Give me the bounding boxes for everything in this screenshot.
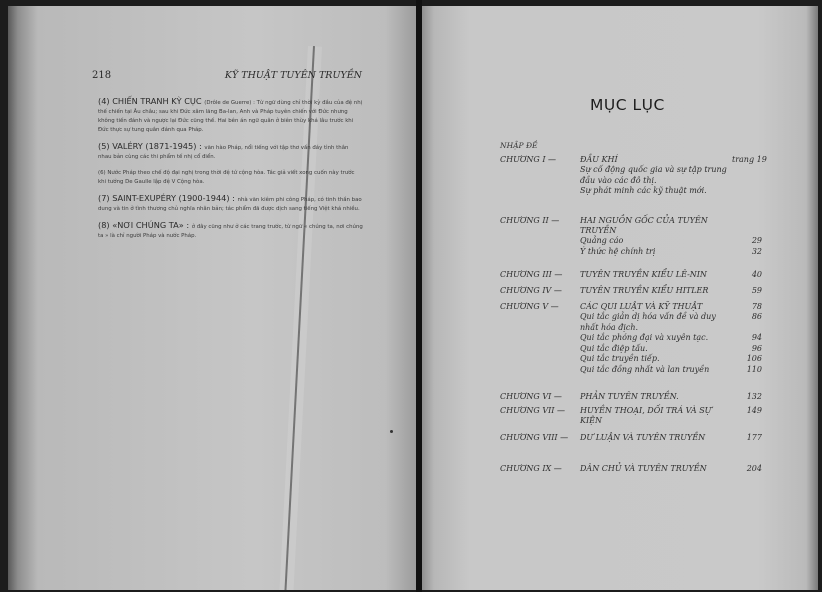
toc-chapter bbox=[500, 433, 762, 443]
toc-subsection bbox=[580, 344, 762, 355]
toc-title: MỤC LỤC bbox=[590, 96, 665, 114]
chapter-label: CHƯƠNG IX — bbox=[500, 464, 562, 473]
subsection-title: Qui tắc đồng nhất và lan truyền bbox=[580, 364, 710, 374]
chapter-title: ĐẦU KHÍ bbox=[580, 155, 618, 164]
footnote bbox=[98, 142, 363, 162]
page-number: 218 bbox=[92, 70, 112, 81]
toc-chapter bbox=[500, 302, 762, 375]
chapter-title: TUYÊN TRUYỀN KIỂU LÊ-NIN bbox=[580, 270, 707, 279]
chapter-title: CÁC QUI LUẬT VÀ KỸ THUẬT bbox=[580, 302, 703, 311]
footnote-lead: (8) «NƠI CHÚNG TA» : bbox=[98, 220, 192, 230]
chapter-page: 177 bbox=[746, 433, 762, 442]
chapter-label: CHƯƠNG III — bbox=[500, 270, 563, 279]
footnote bbox=[98, 169, 363, 187]
footnote-text: nhà văn kiêm phi công Pháp, có tinh thần bao dung và tin ở tình thương chủ nghĩa nhân bản; tác phẩm đã được dịch sang tiếng Việt khá nhiều. bbox=[98, 197, 362, 212]
toc-subsection bbox=[580, 354, 762, 365]
toc-subsection bbox=[580, 186, 762, 197]
footnote-lead: (5) VALÉRY (1871-1945) : bbox=[98, 141, 205, 151]
toc-intro: NHẬP ĐỀ bbox=[500, 141, 538, 150]
footnote-text: (6) Nước Pháp theo chế độ đại nghị trong thời đệ tứ cộng hòa. Tác giả viết xong cuốn này trước khi tướng De Gaulle lập đệ V Cộng hòa. bbox=[98, 170, 355, 185]
subsection-title: Ý thức hệ chính trị bbox=[580, 246, 656, 256]
chapter-title: PHẢN TUYÊN TRUYỀN. bbox=[580, 392, 679, 401]
footnote bbox=[98, 97, 363, 135]
chapter-page: 149 bbox=[746, 406, 762, 415]
chapter-page: 59 bbox=[751, 286, 762, 295]
subsection-title: Sự cố động quốc gia và sự tập trung đầu vào các đô thị. bbox=[580, 165, 727, 185]
toc-subsection bbox=[580, 236, 762, 247]
chapter-page bbox=[732, 216, 762, 236]
subsection-page: 86 bbox=[751, 312, 762, 321]
toc-subsection bbox=[580, 247, 762, 258]
chapter-page: 78 bbox=[751, 302, 762, 311]
chapter-title: TUYÊN TRUYỀN KIỂU HITLER bbox=[580, 286, 709, 295]
toc-chapter bbox=[500, 286, 762, 296]
book-gutter bbox=[416, 0, 422, 592]
subsection-page: 106 bbox=[746, 354, 762, 363]
toc-chapter bbox=[500, 464, 762, 474]
toc-chapter bbox=[500, 406, 762, 426]
chapter-page: trang 19 bbox=[732, 155, 767, 164]
footnote-text: văn hào Pháp, nổi tiếng với tập thơ vấn đáy tình thân nhau bản cùng các thi phẩm tế nhị cổ điển. bbox=[98, 145, 349, 160]
footnote bbox=[98, 221, 363, 241]
subsection-title: Sự phát minh các kỹ thuật mới. bbox=[580, 186, 707, 195]
footnote-text: (Drôle de Guerre) : Từ ngữ dùng chỉ thời kỳ đầu của đệ nhị thế chiến tại Âu châu; sau khi Đức xâm lăng Ba-lan, Anh và Pháp tuyên chiến với Đức nhưng không tiến đánh và ngược lại Đức cũng thế. Hai bên án ngữ quân ở biên thùy khá lâu trước khi Đức thực sự tung quân đánh qua Pháp. bbox=[98, 100, 363, 133]
chapter-title: DÂN CHỦ VÀ TUYÊN TRUYỀN bbox=[580, 464, 707, 473]
chapter-page: 132 bbox=[746, 392, 762, 401]
toc-chapter bbox=[500, 216, 762, 257]
toc-subsection bbox=[580, 333, 762, 344]
footnote-text: ở đây cũng như ở các trang trước, từ ngữ « chúng ta, nơi chúng ta » là chỉ người Pháp và nước Pháp. bbox=[98, 224, 363, 239]
toc-subsection bbox=[580, 312, 762, 333]
footnote-lead: (4) CHIẾN TRANH KỲ CỤC bbox=[98, 96, 205, 106]
chapter-page: 204 bbox=[746, 464, 762, 473]
subsection-title: Qui tắc điệp tấu. bbox=[580, 343, 648, 353]
ink-spot bbox=[390, 430, 393, 433]
subsection-page: 29 bbox=[751, 236, 762, 245]
subsection-page: 96 bbox=[751, 343, 762, 353]
chapter-label: CHƯƠNG VII — bbox=[500, 406, 565, 415]
footnotes bbox=[98, 97, 363, 248]
subsection-page bbox=[732, 186, 762, 197]
subsection-page: 110 bbox=[746, 364, 762, 374]
subsection-page: 94 bbox=[751, 333, 762, 342]
toc-subsection bbox=[580, 365, 762, 376]
footnote-lead: (7) SAINT-EXUPÉRY (1900-1944) : bbox=[98, 193, 238, 203]
chapter-label: CHƯƠNG I — bbox=[500, 155, 557, 164]
toc-subsection bbox=[580, 165, 762, 186]
toc-chapter bbox=[500, 392, 762, 402]
chapter-label: CHƯƠNG II — bbox=[500, 216, 560, 225]
chapter-title: HAI NGUỒN GỐC CỦA TUYÊN TRUYỀN bbox=[580, 216, 708, 235]
subsection-page bbox=[732, 165, 762, 186]
toc-chapter bbox=[500, 155, 767, 197]
left-page bbox=[8, 6, 418, 590]
chapter-title: HUYỀN THOẠI, DỐI TRÁ VÀ SỰ KIỆN bbox=[580, 406, 712, 425]
chapter-title: DƯ LUẬN VÀ TUYÊN TRUYỀN bbox=[580, 433, 706, 442]
footnote bbox=[98, 194, 363, 214]
chapter-label: CHƯƠNG IV — bbox=[500, 286, 562, 295]
chapter-label: CHƯƠNG VIII — bbox=[500, 433, 569, 442]
toc-chapter bbox=[500, 270, 762, 280]
chapter-label: CHƯƠNG V — bbox=[500, 302, 559, 311]
subsection-page: 32 bbox=[751, 246, 762, 256]
chapter-page: 40 bbox=[751, 270, 762, 279]
subsection-title: Qui tắc phóng đại và xuyên tạc. bbox=[580, 333, 709, 342]
subsection-title: Qui tắc giản dị hóa vấn đề và duy nhất hóa địch. bbox=[580, 312, 716, 332]
right-page bbox=[420, 6, 818, 590]
running-head bbox=[92, 70, 362, 81]
running-head-title: KỸ THUẬT TUYÊN TRUYỀN bbox=[224, 70, 362, 81]
subsection-title: Quảng cáo bbox=[580, 236, 624, 245]
chapter-label: CHƯƠNG VI — bbox=[500, 392, 562, 401]
subsection-title: Qui tắc truyền tiếp. bbox=[580, 354, 660, 363]
